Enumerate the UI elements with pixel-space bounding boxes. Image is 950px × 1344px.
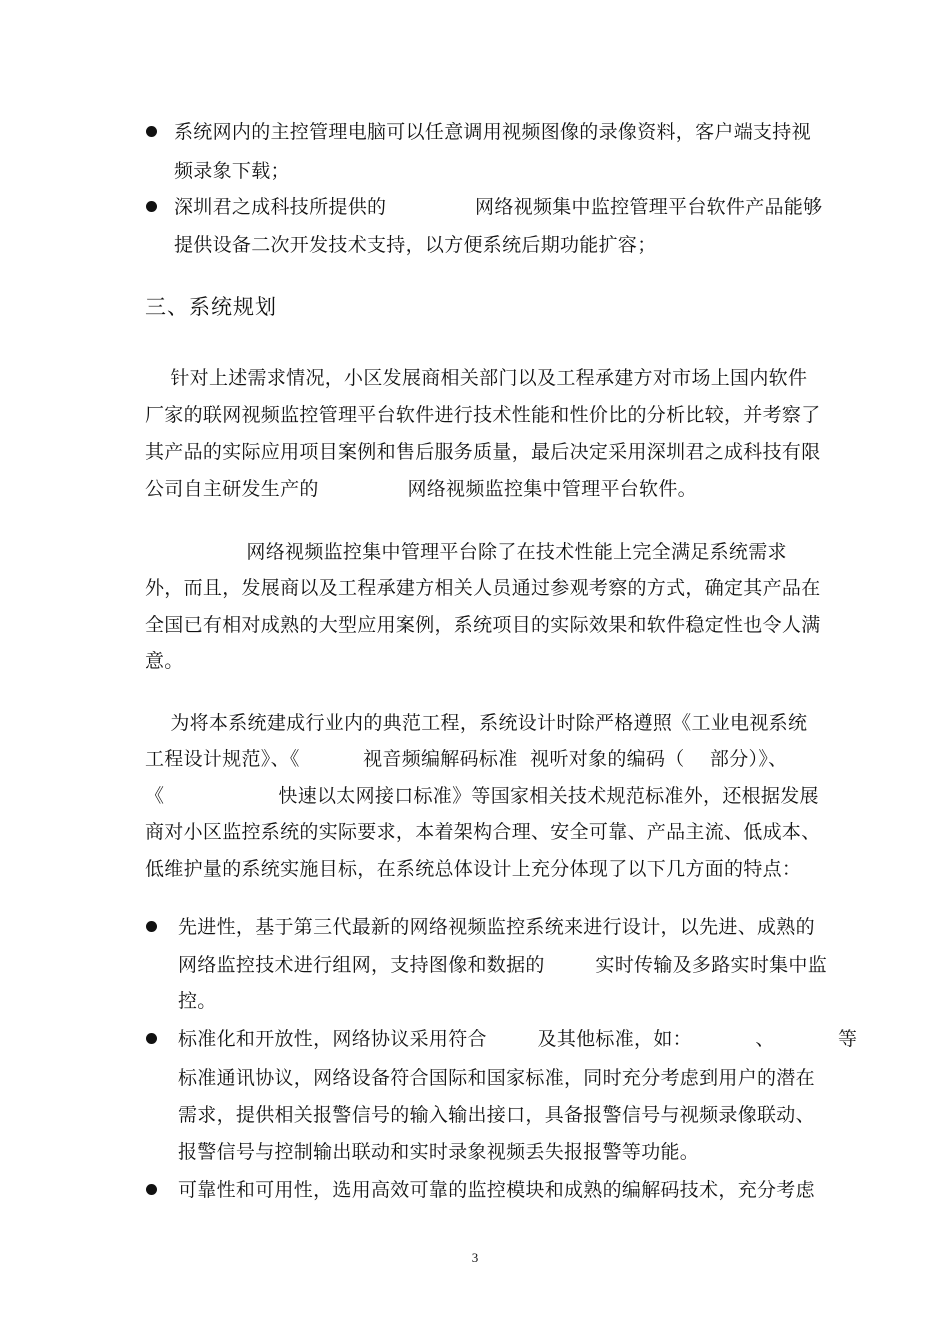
bullet-marker	[146, 1033, 157, 1044]
bullet-marker	[146, 126, 157, 137]
paragraph-line: 公司自主研发生产的 网络视频监控集中管理平台软件。	[145, 478, 697, 500]
bullet-text-line: 深圳君之成科技所提供的 网络视频集中监控管理平台软件产品能够	[174, 196, 823, 218]
paragraph-line: 工程设计规范》、《 视音频编解码标准 视听对象的编码（ 部分）》、	[145, 748, 788, 770]
page-number: 3	[471, 1250, 479, 1265]
bullet-text-line: 先进性，基于第三代最新的网络视频监控系统来进行设计，以先进、成熟的	[178, 916, 815, 938]
bullet-text-line: 标准化和开放性，网络协议采用符合 及其他标准，如： 、 等	[178, 1028, 858, 1050]
bullet-marker	[146, 1184, 157, 1195]
paragraph-line: 外，而且，发展商以及工程承建方相关人员通过参观考察的方式，确定其产品在	[145, 577, 821, 599]
bullet-text-line: 报警信号与控制输出联动和实时录象视频丢失报报警等功能。	[178, 1141, 700, 1163]
bullet-text-line: 可靠性和可用性，选用高效可靠的监控模块和成熟的编解码技术，充分考虑	[178, 1179, 815, 1201]
paragraph-line: 《 快速以太网接口标准》等国家相关技术规范标准外，还根据发展	[145, 785, 819, 807]
paragraph-line: 网络视频监控集中管理平台除了在技术性能上完全满足系统需求	[145, 541, 787, 563]
paragraph-line: 意。	[145, 650, 184, 672]
bullet-text-line: 频录象下载；	[174, 160, 290, 182]
paragraph-line: 低维护量的系统实施目标，在系统总体设计上充分体现了以下几方面的特点：	[145, 858, 802, 880]
paragraph-line: 针对上述需求情况，小区发展商相关部门以及工程承建方对市场上国内软件	[145, 367, 808, 389]
paragraph-line: 其产品的实际应用项目案例和售后服务质量，最后决定采用深圳君之成科技有限	[145, 441, 821, 463]
paragraph-line: 商对小区监控系统的实际要求，本着架构合理、安全可靠、产品主流、低成本、	[145, 821, 821, 843]
bullet-text-line: 需求，提供相关报警信号的输入输出接口，具备报警信号与视频录像联动、	[178, 1104, 815, 1126]
paragraph-line: 全国已有相对成熟的大型应用案例，系统项目的实际效果和软件稳定性也令人满	[145, 614, 821, 636]
bullet-text-line: 标准通讯协议，网络设备符合国际和国家标准，同时充分考虑到用户的潜在	[178, 1067, 815, 1089]
bullet-marker	[146, 921, 157, 932]
bullet-text-line: 提供设备二次开发技术支持，以方便系统后期功能扩容；	[174, 234, 657, 256]
bullet-text-line: 控。	[178, 990, 217, 1012]
bullet-marker	[146, 201, 157, 212]
bullet-text-line: 系统网内的主控管理电脑可以任意调用视频图像的录像资料，客户端支持视	[174, 121, 811, 143]
paragraph-line: 厂家的联网视频监控管理平台软件进行技术性能和性价比的分析比较，并考察了	[145, 404, 821, 426]
paragraph-line: 为将本系统建成行业内的典范工程，系统设计时除严格遵照《工业电视系统	[145, 712, 808, 734]
section-heading: 三、系统规划	[145, 295, 277, 319]
bullet-text-line: 网络监控技术进行组网，支持图像和数据的 实时传输及多路实时集中监	[178, 954, 828, 976]
